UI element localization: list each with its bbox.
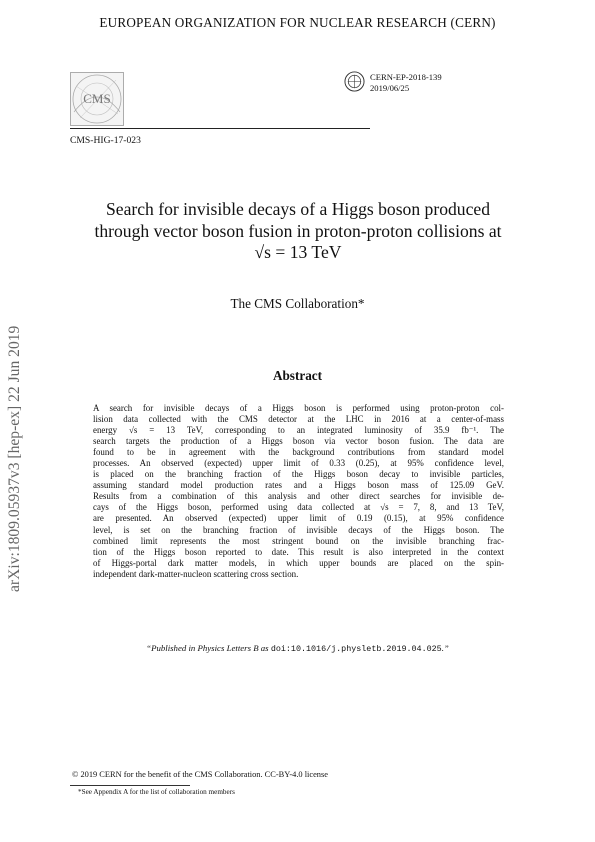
cern-report-block — [370, 72, 442, 94]
abstract-body — [93, 403, 504, 580]
abstract-heading: Abstract — [272, 368, 323, 383]
cms-logo-text: CMS — [83, 91, 111, 106]
copyright-notice: © 2019 CERN for the benefit of the CMS Collaboration. CC-BY-4.0 license — [72, 770, 328, 779]
footnote: *See Appendix A for the list of collaboration members — [78, 788, 235, 796]
header-rule — [70, 128, 370, 129]
doi-link[interactable]: doi:10.1016/j.physletb.2019.04.025 — [270, 644, 442, 654]
abstract-line: A search for invisible decays of a Higgs boson is performed using proton-proton col- — [93, 403, 504, 413]
publication-note — [0, 643, 595, 654]
cern-report-number: CERN-EP-2018-139 — [370, 72, 442, 82]
publication-suffix: .” — [441, 643, 449, 653]
abstract-line: processes. An observed (expected) upper limit of 0.33 (0.25), at 95% confidence level, — [93, 458, 504, 469]
title-line: through vector boson fusion in proton-proton collisions at — [94, 220, 502, 241]
abstract-line: level, is set on the branching fraction of invisible decays of the Higgs boson. The — [93, 524, 504, 535]
organization-header: EUROPEAN ORGANIZATION FOR NUCLEAR RESEARCH (CERN) — [99, 15, 496, 30]
author-line: The CMS Collaboration* — [230, 296, 365, 311]
report-id: CMS-HIG-17-023 — [70, 135, 141, 146]
cern-logo-icon — [344, 71, 365, 92]
abstract-line: energy √s = 13 TeV, corresponding to an integrated luminosity of 35.9 fb⁻¹. The — [93, 425, 504, 436]
footnote-rule — [70, 785, 190, 786]
cms-logo — [70, 72, 124, 126]
abstract-line: of Higgs-portal dark matter models, in which upper bounds are placed on the spin- — [93, 557, 504, 568]
abstract-line: Results from a combination of this analysis and other direct searches for invisible de- — [93, 491, 504, 502]
abstract-line: tion of the Higgs boson reported to date. This result is also interpreted in the context — [93, 546, 504, 557]
title-line: Search for invisible decays of a Higgs boson produced — [105, 199, 491, 219]
title-line: √s = 13 TeV — [254, 242, 342, 262]
abstract-line: independent dark-matter-nucleon scattering cross section. — [93, 568, 299, 579]
abstract-line: is placed on the branching fraction of the Higgs boson decay to invisible particles, — [93, 469, 504, 480]
arxiv-stamp: arXiv:1809.05937v3 [hep-ex] 22 Jun 2019 — [6, 325, 23, 592]
abstract-line: combined limit represents the most stringent bound on the invisible branching frac- — [93, 535, 504, 546]
abstract-line: search targets the production of a Higgs boson via vector boson fusion. The data are — [93, 436, 504, 447]
publication-prefix: “Published in Physics Letters B as — [146, 643, 271, 653]
abstract-line: assuming standard model production rates and a Higgs boson mass of 125.09 GeV. — [93, 480, 504, 491]
abstract-line: lision data collected with the CMS detector at the LHC in 2016 at a center-of-mass — [93, 414, 504, 425]
abstract-line: are presented. An observed (expected) upper limit of 0.19 (0.15), at 95% confidence — [93, 513, 504, 524]
report-date: 2019/06/25 — [370, 83, 410, 93]
abstract-line: found to be in agreement with the background contributions from standard model — [93, 447, 504, 458]
paper-title — [70, 199, 526, 264]
abstract-line: cays of the Higgs boson, performed using data collected at √s = 7, 8, and 13 TeV, — [93, 502, 504, 513]
